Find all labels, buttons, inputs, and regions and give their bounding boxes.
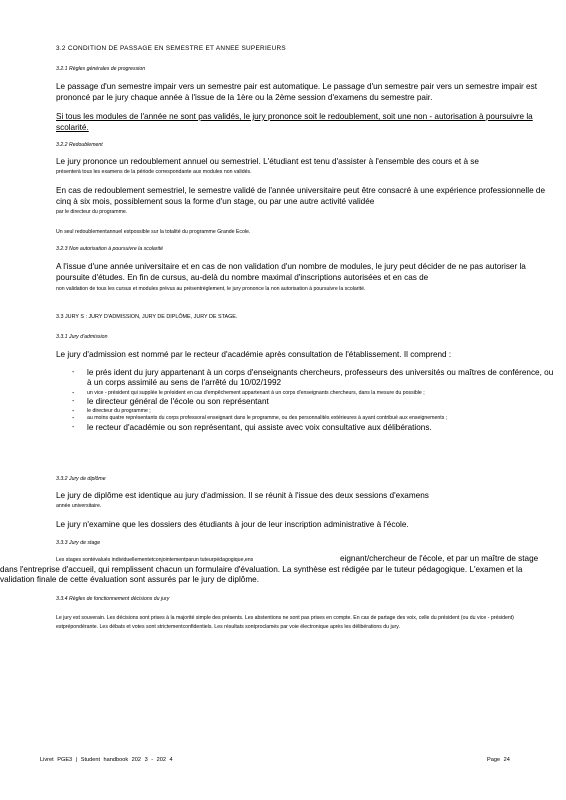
bullet-dash-icon: - <box>72 423 75 431</box>
bullet-dash-icon: - <box>72 407 75 415</box>
paragraph-progression: Le passage d'un semestre impair vers un semestre pair est automatique. Le passage d'un semestre pair vers un semestre impair est prononcé par le jury chaque année à l'issue de la 1ère ou la 2ème session d'examens du semestre pair. <box>56 82 537 102</box>
subsection-title-general-rules: 3.2.1 Règles générales de progression <box>56 66 146 72</box>
subsection-title-fonctionnement: 3.3.4 Règles de fonctionnement décisions du jury <box>56 596 170 602</box>
paragraph-fonctionnement: Le jury est souverain. Les décisions sont prises à la majorité simple des présents. Les abstentions ne sont pas prises en compte. En cas de partage des voix, celle du président (ou du vice - président) estprépondérante. Les débats et votes sont strictementconfidentiels. Les résultats sontproclamés par voie électronique après les délibérations du jury. <box>56 615 514 630</box>
subsection-title-redoublement: 3.2.2 Redoublement <box>56 142 103 148</box>
list-item: - le directeur général de l'école ou son représentant <box>72 397 269 407</box>
bullet-dash-icon: - <box>72 398 75 406</box>
footer-page-number: Page 24 <box>487 757 510 763</box>
paragraph-redoublement-main: Le jury prononce un redoublement annuel ou semestriel. L'étudiant est tenu d'assister à l'ensemble des cours et à se <box>56 157 479 166</box>
paragraph-single-redoublement: Un seul redoublementannuel estpossible sur la totalité du programme Grande Ecole. <box>56 229 251 235</box>
bullet-dash-icon: - <box>72 389 75 397</box>
bullet-dash-icon: - <box>72 369 75 376</box>
paragraph-redoublement-small: présenterà tous les examens de la période correspondante aux modules non validés. <box>56 169 252 175</box>
subsection-title-non-autorisation: 3.2.3 Non autorisation à poursuivre la scolarité <box>56 246 163 252</box>
list-item: - au moins quatre représentants du corps professoral enseignant dans le programme, ou des personnalités extérieures à ayant contribué aux enseignements ; <box>72 415 448 423</box>
paragraph-non-autorisation-main: A l'issue d'une année universitaire et en cas de non validation d'un nombre de modules, le jury peut décider de ne pas autoriser la poursuite d'études. En fin de cursus, au-delà du nombre maximal d'inscriptions autorisées et en cas de <box>56 262 526 282</box>
paragraph-dossiers: Le jury n'examine que les dossiers des étudiants à jour de leur inscription administrative à l'école. <box>56 520 409 529</box>
subsection-title-diplome: 3.3.2 Jury de diplôme <box>56 476 106 482</box>
paragraph-semestriel-small: par le directeur du programme. <box>56 209 128 215</box>
paragraph-diplome-main: Le jury de diplôme est identique au jury d'admission. Il se réunit à l'issue des deux sessions d'examens <box>56 491 429 500</box>
paragraph-admission: Le jury d'admission est nommé par le recteur d'académie après consultation de l'établissement. Il comprend : <box>56 350 452 359</box>
paragraph-non-validation: Si tous les modules de l'année ne sont pas validés, le jury prononce soit le redoublement, soit une non - autorisation à poursuivre la scolarité. <box>56 112 533 132</box>
paragraph-stage-main: eignant/chercheur de l'école, et par un maître de stage dans l'entreprise d'accueil, qui remplissent chacun un formulaire d'évaluation. La synthèse est rédigée par le tuteur pédagogique. L'examen et la validation finale de cette évaluation sont assurés par le jury de diplôme. <box>0 554 539 584</box>
list-item: - le prés ident du jury appartenant à un corps d'enseignants chercheurs, professeurs des universités ou maîtres de conférence, ou à un corps assimilé au sens de l'arrêté du 10/02/1992 <box>72 368 554 388</box>
section-heading-jurys: 3.3 JURY S : JURY D'ADMISSION, JURY DE DIPLÔME, JURY DE STAGE. <box>56 314 238 320</box>
subsection-title-admission: 3.3.1 Jury d'admission <box>56 334 108 340</box>
paragraph-stage-small: Les stages sontévalués individuellementetconjointementparun tuteurpédagogique,ens <box>56 557 254 563</box>
section-heading: 3.2 CONDITION DE PASSAGE EN SEMESTRE ET ANNEE SUPERIEURS <box>56 45 286 52</box>
paragraph-semestriel: En cas de redoublement semestriel, le semestre validé de l'année universitaire peut être consacré à une expérience professionnelle de cinq à six mois, possiblement sous la forme d'un stage, ou par une autre activité validée <box>56 186 546 206</box>
list-item: - le directeur du programme ; <box>72 407 151 415</box>
jury-members-list <box>72 368 558 433</box>
footer-handbook-label: Livret PGE3 | Student handbook 202 3 - 202 4 <box>40 757 173 763</box>
list-item: - le recteur d'académie ou son représentant, qui assiste avec voix consultative aux délibérations. <box>72 422 432 432</box>
paragraph-non-autorisation-small: non validation de tous les cursus et modules prévus au présentrèglement, le jury prononce la non autorisation à poursuivre la scolarité. <box>56 286 366 292</box>
bullet-dash-icon: - <box>72 415 75 423</box>
list-item: - un vice - président qui supplée le président en cas d'empêchement appartenant à un corps d'enseignants chercheurs, dans la mesure du possible ; <box>72 389 425 397</box>
paragraph-diplome-small: année universitaire. <box>56 503 102 509</box>
subsection-title-stage: 3.3.3 Jury de stage <box>56 540 101 546</box>
